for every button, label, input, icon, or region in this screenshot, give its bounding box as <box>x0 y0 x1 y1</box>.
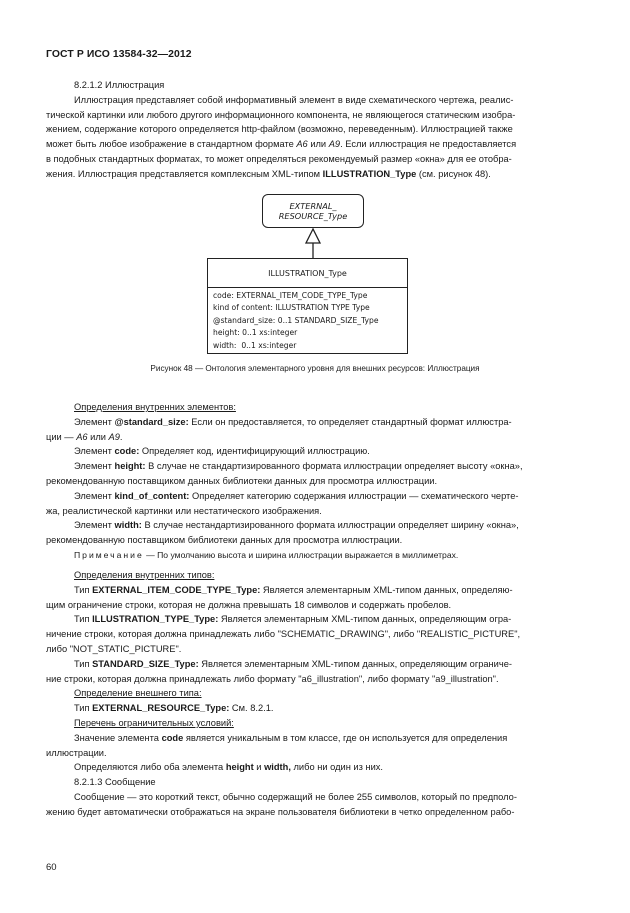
subheading: Определение внешнего типа: <box>74 688 202 699</box>
attribute: height: 0..1 xs:integer <box>213 328 298 338</box>
external-resource-type-box: EXTERNAL_ RESOURCE_Type <box>262 194 364 228</box>
attribute: @standard_size: 0..1 STANDARD_SIZE_Type <box>213 315 379 325</box>
elements-definitions: Определения внутренних элементов: Элемент @standard_size: Если он предоставляется, то определяет стандартный формат иллюстра- ции — A6 или A9. Элемент code: Определяет код, идентифицирующий иллюстрацию. Элемент height: В случае не стандартизированного формата иллюстрации определяет высоту «окна», рекомендованную поставщиком данных библиотеки данных для просмотра иллюстрации. Элемент kind_of_content: Определяет категорию содержания иллюстрации — схематического черте- жа, реалистической картинки или нестатического изображения. Элемент width: В случае нестандартизированного формата иллюстрации определяет ширину «окна», рекомендованную поставщиком библиотеки данных для просмотра иллюстрации. <box>46 400 586 548</box>
subheading: Определения внутренних элементов: <box>74 402 236 412</box>
attribute: code: EXTERNAL_ITEM_CODE_TYPE_Type <box>213 291 368 300</box>
figure-caption: Рисунок 48 — Онтология элементарного уровня для внешних ресурсов: Иллюстрация <box>150 364 480 373</box>
section-heading: 8.2.1.2 Иллюстрация <box>74 80 165 90</box>
attribute: kind of content: ILLUSTRATION TYPE Type <box>213 303 370 313</box>
subheading: Определения внутренних типов: <box>74 570 215 580</box>
note <box>46 548 586 563</box>
note-text: — По умолчанию высота и ширина иллюстрации выражается в миллиметрах. <box>143 550 459 560</box>
subheading: Перечень ограничительных условий: <box>74 717 234 728</box>
class-attributes <box>208 288 407 352</box>
class-name: ILLUSTRATION_Type <box>208 259 407 288</box>
page-number: 60 <box>46 862 57 873</box>
attribute: width: 0..1 xs:integer <box>213 340 297 350</box>
note-label: Примечание <box>74 550 144 560</box>
document-header: ГОСТ Р ИСО 13584-32—2012 <box>46 49 192 60</box>
illustration-type-class-box <box>207 258 408 354</box>
section-heading: 8.2.1.3 Сообщение <box>74 777 156 788</box>
paragraph: Иллюстрация представляет собой информативный элемент в виде схематического чертежа, реалис- <box>74 94 514 105</box>
section-8212: 8.2.1.2 Иллюстрация Иллюстрация представляет собой информативный элемент в виде схематического чертежа, реалис- тической картинки или любого другого информационного компонента, не являющегося статическим изобра- жением, содержание которого определяется http-файлом (возможно, переведенным). Иллюстрацией также может быть любое изображение в стандартном формате A6 или A9. Если иллюстрация не предоставляется в подобных стандартных форматах, то может определяться рекомендуемый размер «окна» для ее отобра- жения. Иллюстрация представляется комплексным XML-типом ILLUSTRATION_Type (см. рисунок 48). <box>46 78 586 182</box>
types-definitions: Определения внутренних типов: Тип EXTERNAL_ITEM_CODE_TYPE_Type: Является элементарным XML-типом данных, определяю- щим ограничение строки, которая не должна превышать 18 символов и содержать пробелов. Тип ILLUSTRATION_TYPE_Type: Является элементарным XML-типом данных, определяющим огра- ничение строки, которая должна принадлежать либо "SCHEMATIC_DRAWING", либо "REALISTIC_PICTURE", либо "NOT_STATIC_PICTURE". Тип STANDARD_SIZE_Type: Является элементарным XML-типом данных, определяющим ограниче- ние строки, которая должна принадлежать либо формату "a6_illustration", либо формату "a9_illustration". Определение внешнего типа: Тип EXTERNAL_RESOURCE_Type: См. 8.2.1. Перечень ограничительных условий: Значение элемента code является уникальным в том классе, где он используется для определения иллюстрации. Определяются либо оба элемента height и width, либо ни один из них. 8.2.1.3 Сообщение Сообщение — это короткий текст, обычно содержащий не более 255 символов, который по предполо- жению будет автоматически отображаться на экране пользователя библиотеки в четко определенном рабо- <box>46 568 586 820</box>
